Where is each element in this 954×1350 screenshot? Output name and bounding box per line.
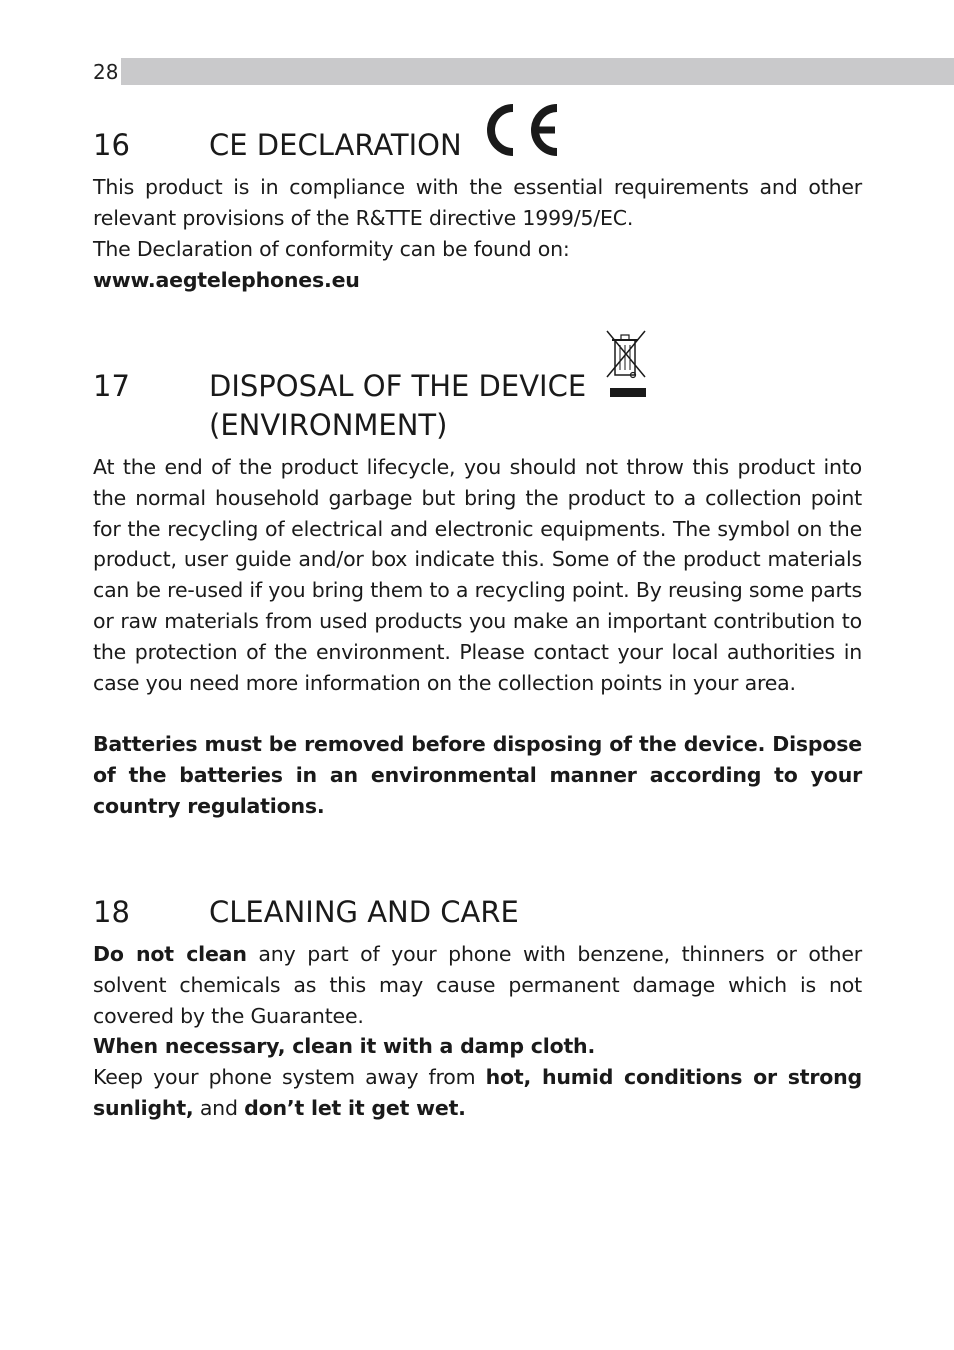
section-title: CLEANING AND CARE <box>209 895 519 929</box>
ce-mark-icon <box>479 102 559 158</box>
section-17-heading <box>93 367 586 405</box>
section-number: 17 <box>93 369 130 403</box>
section-title: CE DECLARATION <box>209 128 462 162</box>
damp-cloth-text: When necessary, clean it with a damp cloth. <box>93 1034 596 1058</box>
section-number: 16 <box>93 128 130 162</box>
page-header-bar <box>93 58 954 85</box>
weee-crossed-bin-icon <box>604 328 648 400</box>
keep-away-c: and <box>193 1095 245 1120</box>
keep-away-b: hot, humid conditions or strong sunlight, <box>93 1065 862 1120</box>
page-number: 28 <box>93 58 121 85</box>
section-number: 18 <box>93 895 130 929</box>
keep-away-d: don’t let it get wet. <box>244 1095 466 1120</box>
keep-away-a: Keep your phone system away from <box>93 1065 486 1089</box>
do-not-clean-label: Do not clean <box>93 942 247 966</box>
section-17-heading-line2: (ENVIRONMENT) <box>209 408 448 442</box>
disposal-text: At the end of the product lifecycle, you should not throw this product into the normal household garbage but bring the product to a collection point for the recycling of electrical and electronic equipments. The symbol on the product, user guide and/or box indicate this. Some of the product materials can be re-used if you bring them to a recycling point. By reusing some parts or raw materials from used products you make an important contribution to the protection of the environment. Please contact your local authorities in case you need more information on the collection points in your area. <box>93 455 862 695</box>
section-18-heading <box>93 893 519 931</box>
keep-away-text <box>93 1062 862 1124</box>
section-title-line1: DISPOSAL OF THE DEVICE <box>209 369 587 403</box>
ce-compliance-text: This product is in compliance with the essential requirements and other relevant provisions of the R&TTE directive 1999/5/EC. <box>93 175 862 230</box>
cleaning-text <box>93 939 862 1031</box>
ce-website-link[interactable]: www.aegtelephones.eu <box>93 268 360 292</box>
section-16-heading <box>93 126 462 164</box>
cleaning-detail: any part of your phone with benzene, thinners or other solvent chemicals as this may cause permanent damage which is not covered by the Guarantee. <box>93 942 862 1028</box>
batteries-warning: Batteries must be removed before disposing of the device. Dispose of the batteries in an environmental manner according to your country regulations. <box>93 732 862 818</box>
ce-conformity-text: The Declaration of conformity can be found on: <box>93 237 570 261</box>
